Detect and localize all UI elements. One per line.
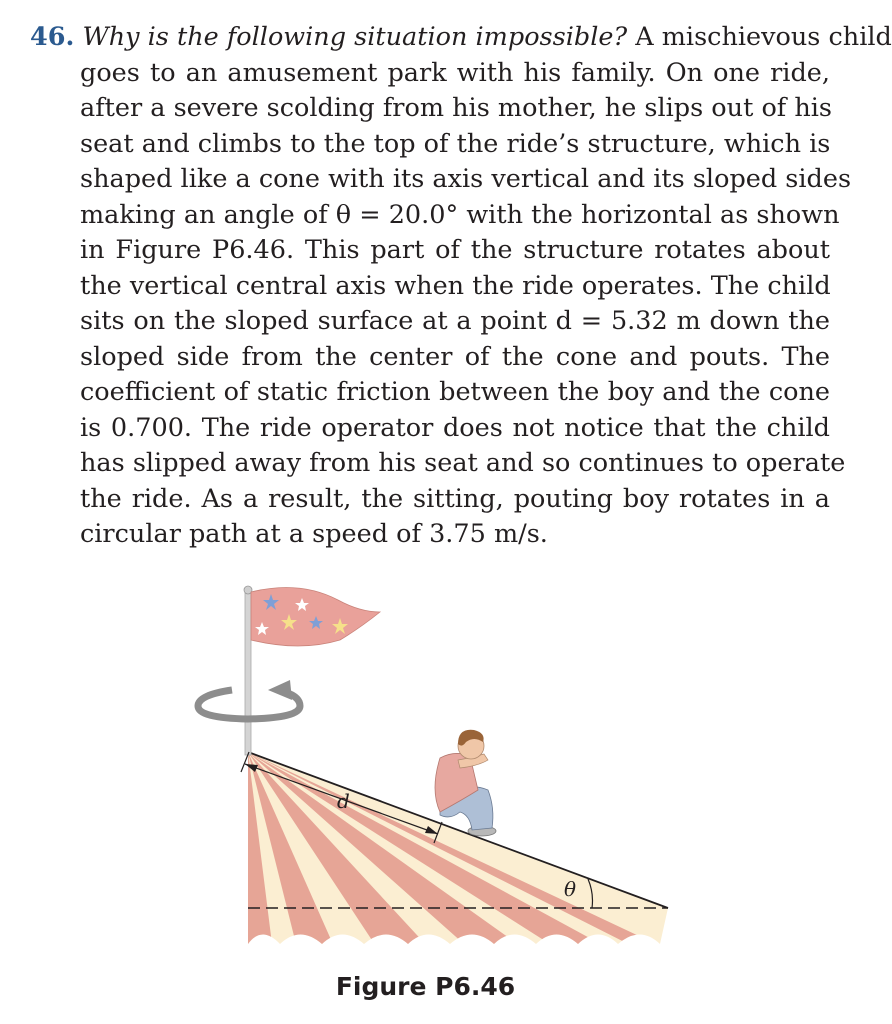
problem-line: is 0.700. The ride operator does not notice that the child bbox=[80, 412, 830, 443]
problem-line: after a severe scolding from his mother, he slips out of his bbox=[80, 93, 833, 123]
cone-ride-figure bbox=[180, 580, 680, 950]
problem-line: sits on the sloped surface at a point d = 5.32 m down the bbox=[80, 306, 830, 336]
problem-line: making an angle of θ = 20.0° with the horizontal as shown bbox=[80, 199, 840, 230]
problem-line-1 bbox=[30, 20, 892, 56]
problem-line: goes to an amusement park with his family. On one ride, bbox=[80, 57, 830, 88]
problem-line: coefficient of static friction between the boy and the cone bbox=[80, 377, 830, 407]
boy-figure bbox=[435, 730, 496, 836]
label-theta: θ bbox=[564, 877, 577, 901]
problem-line: the ride. As a result, the sitting, pouting boy rotates in a bbox=[80, 483, 830, 514]
figure-caption: Figure P6.46 bbox=[335, 972, 516, 1001]
problem-line: shaped like a cone with its axis vertical and its sloped sides bbox=[80, 164, 852, 194]
label-d: d bbox=[337, 789, 350, 813]
problem-number: 46. bbox=[30, 22, 75, 52]
problem-text bbox=[30, 20, 892, 553]
problem-line: has slipped away from his seat and so continues to operate bbox=[80, 448, 846, 478]
problem-line: circular path at a speed of 3.75 m/s. bbox=[80, 519, 548, 549]
problem-line: sloped side from the center of the cone and pouts. The bbox=[80, 341, 830, 372]
flag-pole bbox=[245, 590, 251, 755]
problem-lead: Why is the following situation impossible? bbox=[82, 22, 628, 52]
problem-line: the vertical central axis when the ride operates. The child bbox=[80, 270, 831, 301]
problem-line-text: A mischievous child bbox=[635, 22, 892, 52]
problem-line: in Figure P6.46. This part of the structure rotates about bbox=[80, 235, 830, 265]
problem-line: seat and climbs to the top of the ride’s structure, which is bbox=[80, 128, 831, 159]
